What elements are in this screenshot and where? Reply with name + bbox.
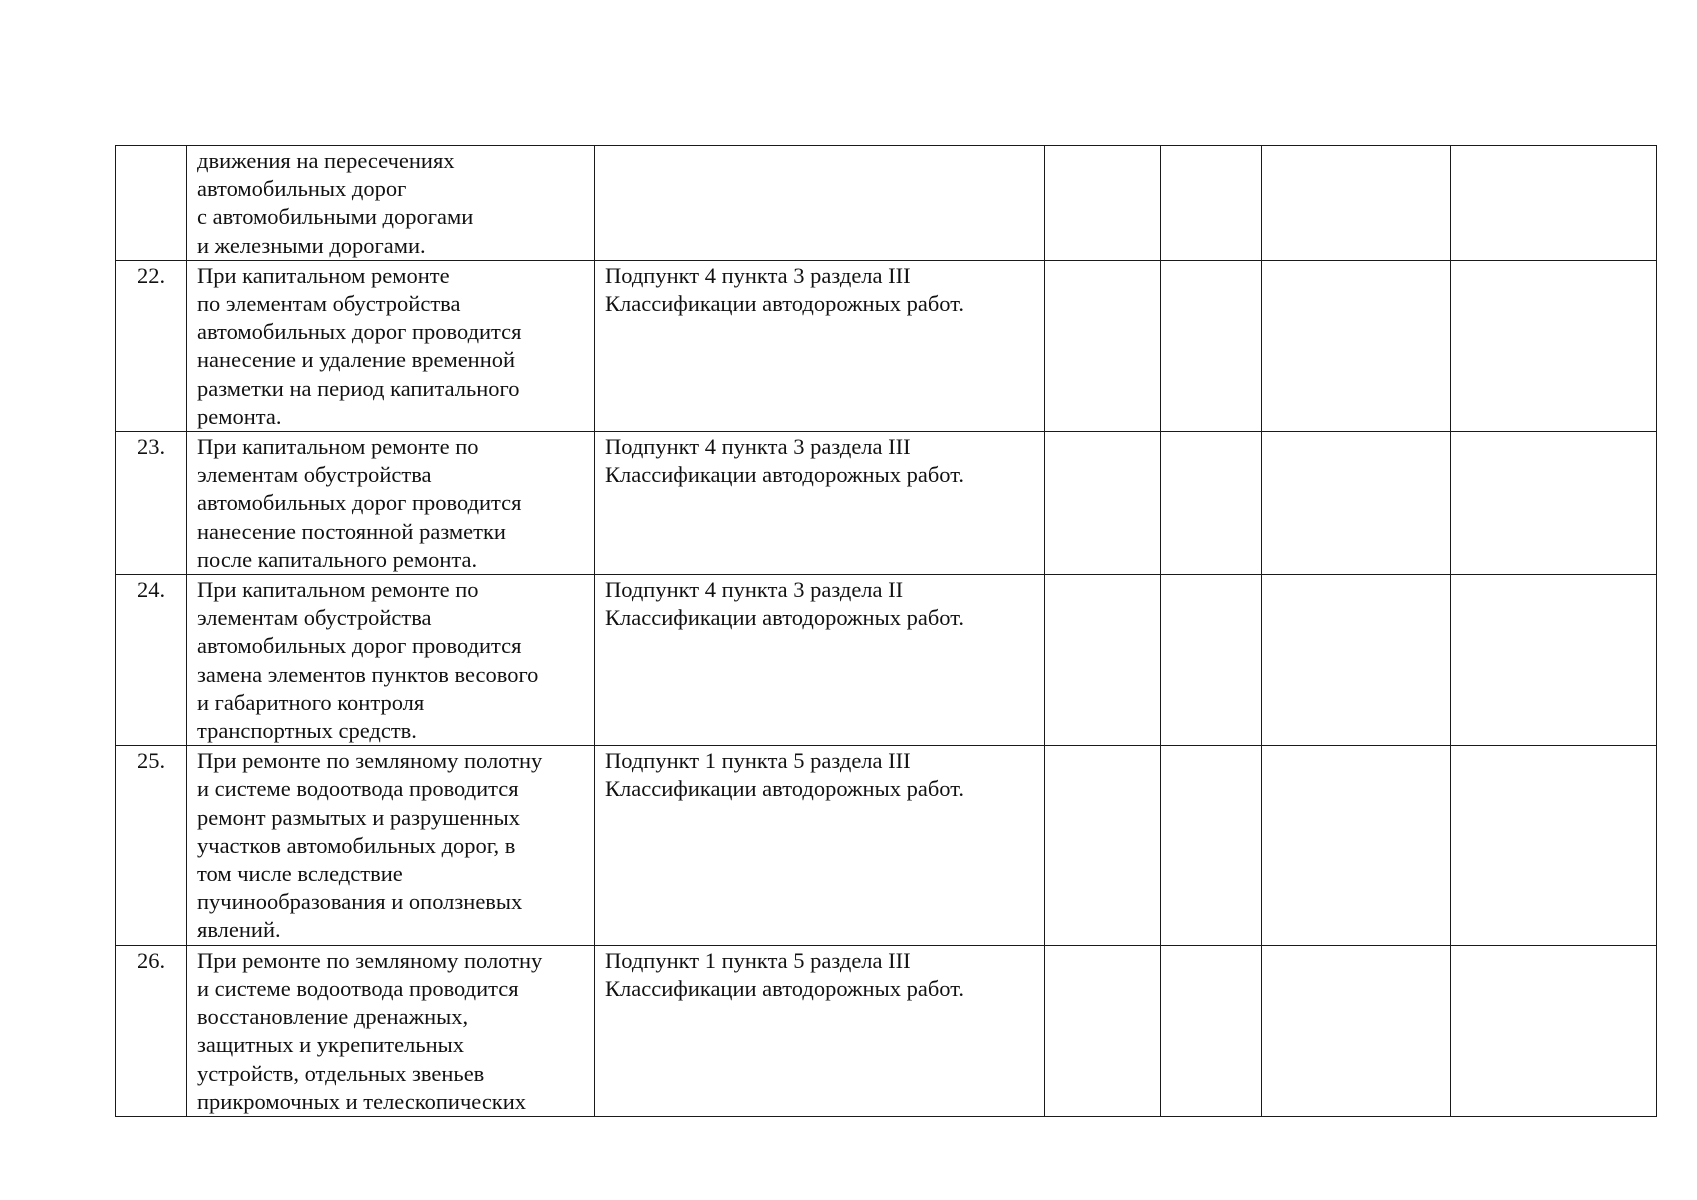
table-row (116, 575, 1657, 746)
reference-text: Подпункт 1 пункта 5 раздела III Классификации автодорожных работ. (595, 746, 1045, 945)
empty-cell (1262, 945, 1451, 1116)
table-row (116, 260, 1657, 431)
empty-cell (1451, 575, 1657, 746)
row-number: 22. (116, 260, 187, 431)
empty-cell (1161, 146, 1262, 261)
empty-cell (1451, 432, 1657, 575)
empty-cell (1262, 260, 1451, 431)
reference-text: Подпункт 4 пункта 3 раздела II Классификации автодорожных работ. (595, 575, 1045, 746)
requirement-text: При ремонте по земляному полотну и системе водоотвода проводится ремонт размытых и разрушенных участков автомобильных дорог, в том числе вследствие пучинообразования и оползневых явлений. (187, 746, 595, 945)
table-row (116, 746, 1657, 945)
row-number: 24. (116, 575, 187, 746)
empty-cell (1262, 575, 1451, 746)
row-number: 23. (116, 432, 187, 575)
requirement-text: При ремонте по земляному полотну и системе водоотвода проводится восстановление дренажных, защитных и укрепительных устройств, отдельных звеньев прикромочных и телескопических (187, 945, 595, 1116)
empty-cell (1045, 432, 1161, 575)
empty-cell (1451, 945, 1657, 1116)
empty-cell (1045, 945, 1161, 1116)
empty-cell (1262, 146, 1451, 261)
empty-cell (1161, 432, 1262, 575)
reference-text: Подпункт 4 пункта 3 раздела III Классификации автодорожных работ. (595, 432, 1045, 575)
document-table (115, 145, 1657, 1117)
empty-cell (1451, 746, 1657, 945)
empty-cell (1045, 260, 1161, 431)
empty-cell (1451, 260, 1657, 431)
requirement-text: При капитальном ремонте по элементам обустройства автомобильных дорог проводится нанесение постоянной разметки после капитального ремонта. (187, 432, 595, 575)
empty-cell (1045, 746, 1161, 945)
empty-cell (1262, 432, 1451, 575)
row-number: 25. (116, 746, 187, 945)
empty-cell (1161, 260, 1262, 431)
row-number: 26. (116, 945, 187, 1116)
empty-cell (1045, 146, 1161, 261)
empty-cell (1161, 575, 1262, 746)
reference-text: Подпункт 4 пункта 3 раздела III Классификации автодорожных работ. (595, 260, 1045, 431)
requirement-text: При капитальном ремонте по элементам обустройства автомобильных дорог проводится замена элементов пунктов весового и габаритного контроля транспортных средств. (187, 575, 595, 746)
reference-text: Подпункт 1 пункта 5 раздела III Классификации автодорожных работ. (595, 945, 1045, 1116)
table-row (116, 432, 1657, 575)
reference-text (595, 146, 1045, 261)
row-number (116, 146, 187, 261)
table-row (116, 146, 1657, 261)
empty-cell (1045, 575, 1161, 746)
empty-cell (1451, 146, 1657, 261)
empty-cell (1161, 746, 1262, 945)
empty-cell (1262, 746, 1451, 945)
table-row (116, 945, 1657, 1116)
empty-cell (1161, 945, 1262, 1116)
requirement-text: При капитальном ремонте по элементам обустройства автомобильных дорог проводится нанесение и удаление временной разметки на период капитального ремонта. (187, 260, 595, 431)
requirement-text: движения на пересечениях автомобильных дорог с автомобильными дорогами и железными дорогами. (187, 146, 595, 261)
